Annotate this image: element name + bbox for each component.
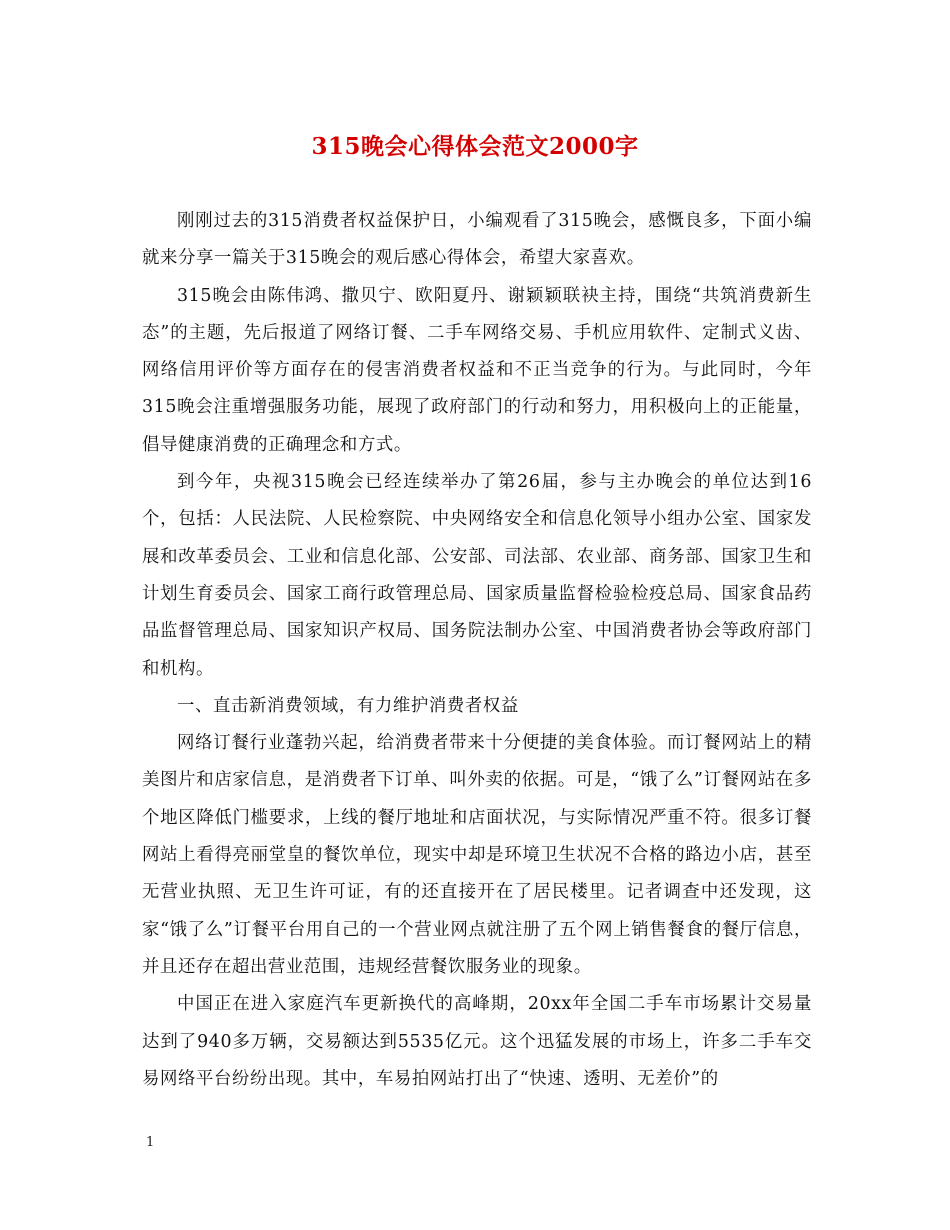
page-number: 1: [146, 1135, 155, 1150]
paragraph-online-ordering: 网络订餐行业蓬勃兴起，给消费者带来十分便捷的美食体验。而订餐网站上的精美图片和店家信息，是消费者下订单、叫外卖的依据。可是，“饿了么”订餐网站在多个地区降低门槛要求，上线的餐厅地址和店面状况，与实际情况严重不符。很多订餐网站上看得亮丽堂皇的餐饮单位，现实中却是环境卫生状况不合格的路边小店，甚至无营业执照、无卫生许可证，有的还直接开在了居民楼里。记者调查中还发现，这家“饿了么”订餐平台用自己的一个营业网点就注册了五个网上销售餐食的餐厅信息，并且还存在超出营业范围，违规经营餐饮服务业的现象。: [142, 733, 812, 977]
section-heading: 一、直击新消费领域，有力维护消费者权益: [177, 695, 519, 716]
paragraph-hosts: 315晚会由陈伟鸿、撒贝宁、欧阳夏丹、谢颖颖联袂主持，围绕“共筑消费新生态”的主题，先后报道了网络订餐、二手车网络交易、手机应用软件、定制式义齿、网络信用评价等方面存在的侵害消费者权益和不正当竞争的行为。与此同时，今年315晚会注重增强服务功能，展现了政府部门的行动和努力，用积极向上的正能量，倡导健康消费的正确理念和方式。: [142, 285, 812, 455]
document-body: [142, 203, 812, 1098]
paragraph-intro: 刚刚过去的315消费者权益保护日，小编观看了315晚会，感慨良多，下面小编就来分享一篇关于315晚会的观后感心得体会，希望大家喜欢。: [142, 211, 812, 269]
document-title: 315晚会心得体会范文2000字: [311, 133, 639, 160]
paragraph-used-cars: 中国正在进入家庭汽车更新换代的高峰期，20xx年全国二手车市场累计交易量达到了940多万辆，交易额达到5535亿元。这个迅猛发展的市场上，许多二手车交易网络平台纷纷出现。其中，车易拍网站打出了“快速、透明、无差价”的: [142, 994, 812, 1089]
paragraph-organizers: 到今年，央视315晚会已经连续举办了第26届，参与主办晚会的单位达到16个，包括：人民法院、人民检察院、中央网络安全和信息化领导小组办公室、国家发展和改革委员会、工业和信息化部、公安部、司法部、农业部、商务部、国家卫生和计划生育委员会、国家工商行政管理总局、国家质量监督检验检疫总局、国家食品药品监督管理总局、国家知识产权局、国务院法制办公室、中国消费者协会等政府部门和机构。: [142, 472, 812, 679]
